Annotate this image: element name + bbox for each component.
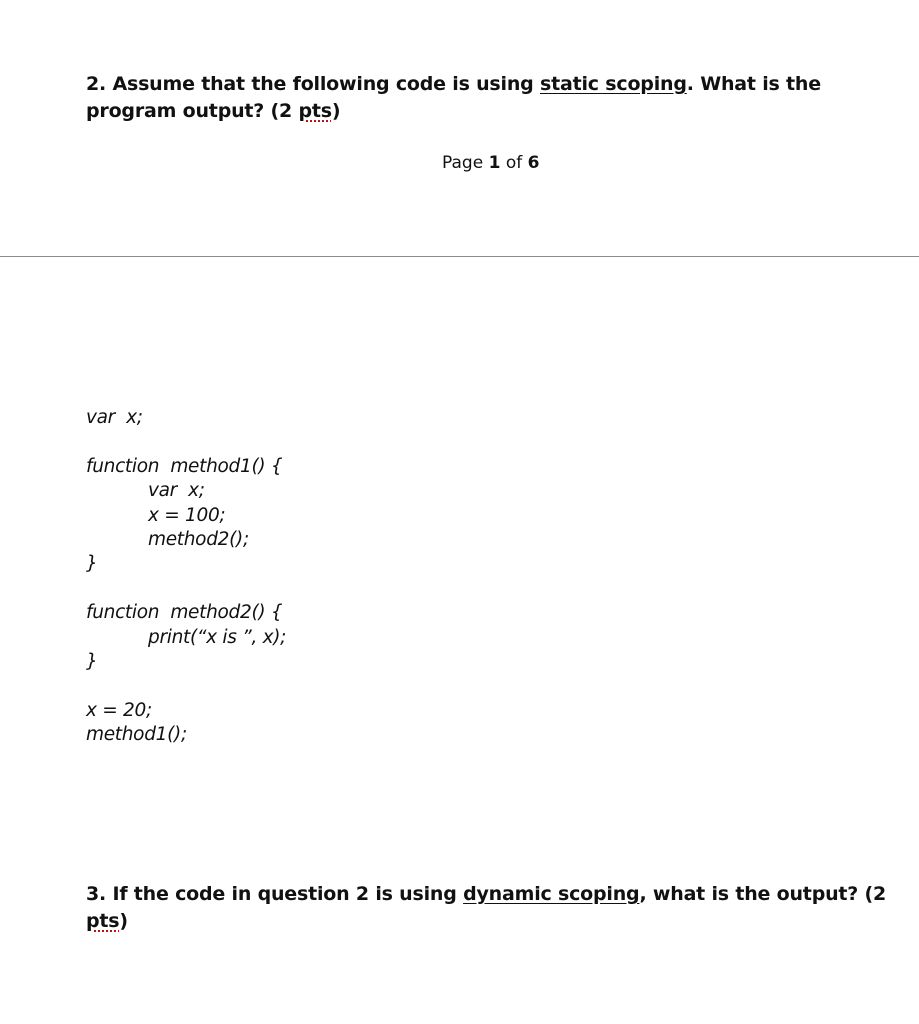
- question-3-close-paren: ): [119, 910, 128, 932]
- code-line: method1();: [86, 724, 187, 746]
- code-line: function method1() {: [86, 455, 283, 477]
- question-2-close-paren: ): [331, 100, 341, 122]
- code-line: function method2() {: [86, 602, 283, 624]
- code-line: }: [86, 650, 98, 672]
- question-3-suffix: , what is the output? (2: [639, 883, 887, 905]
- dynamic-scoping-term: dynamic scoping: [463, 883, 640, 905]
- page-label: Page: [442, 153, 484, 173]
- static-scoping-term: static scoping: [540, 73, 687, 95]
- code-line: var x;: [86, 407, 143, 428]
- question-2-points-word: pts: [298, 100, 332, 122]
- question-3-prefix: 3. If the code in question 2 is using: [86, 883, 464, 905]
- question-2-prefix: 2. Assume that the following code is using: [86, 73, 540, 95]
- page-number: 1: [488, 153, 501, 173]
- code-line: }: [86, 553, 98, 575]
- page-break-divider: [0, 256, 919, 257]
- code-line: method2();: [148, 528, 249, 550]
- code-line: var x;: [148, 480, 205, 502]
- question-3-text: [86, 881, 906, 935]
- question-2-suffix: . What is the program output? (2: [86, 73, 821, 122]
- page-number-footer: [442, 152, 539, 174]
- of-label: of: [505, 153, 523, 173]
- page-total: 6: [527, 153, 540, 173]
- code-line: x = 20;: [86, 699, 152, 721]
- code-line: x = 100;: [148, 504, 226, 526]
- code-block: [86, 406, 286, 747]
- question-3-points-word: pts: [86, 910, 120, 932]
- question-2-text: [86, 71, 886, 125]
- code-line: print(“x is ”, x);: [148, 626, 287, 648]
